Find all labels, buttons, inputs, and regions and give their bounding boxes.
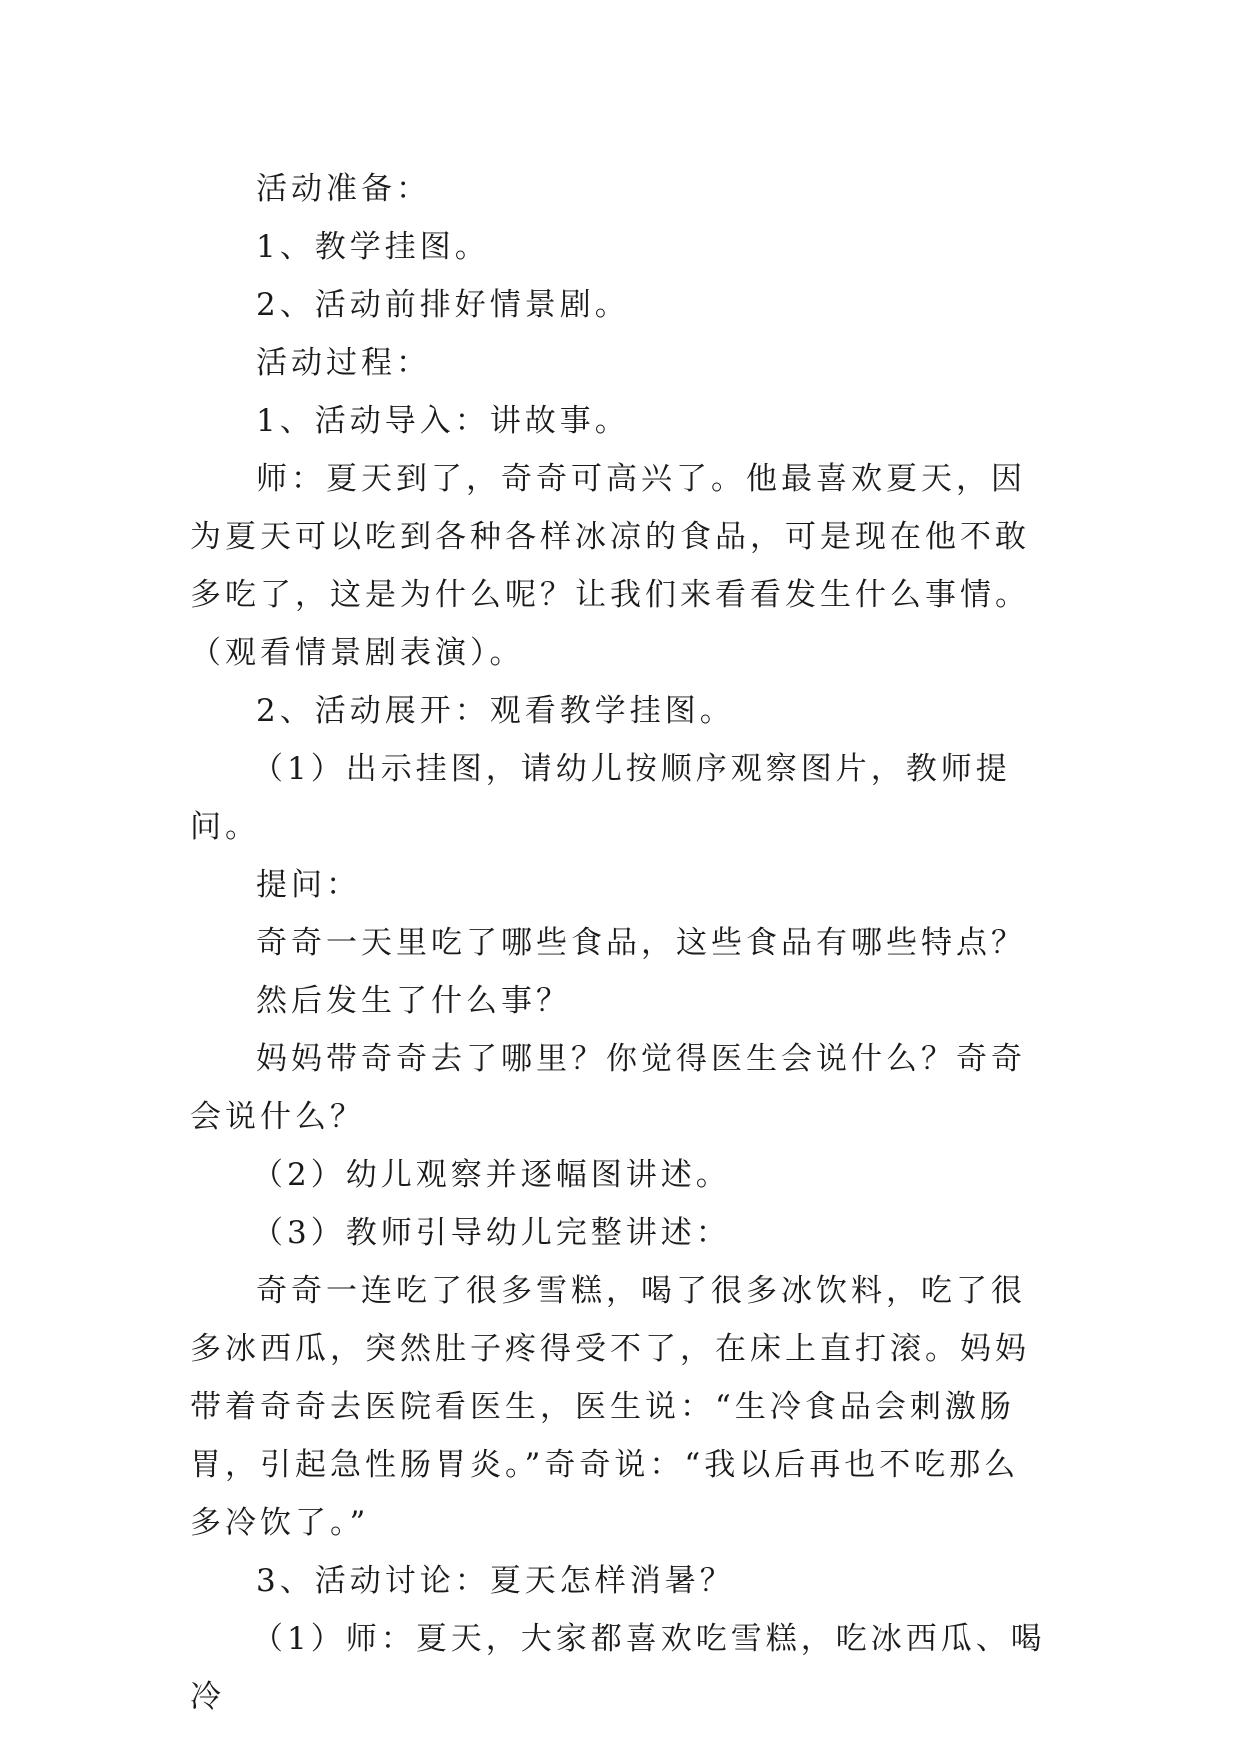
sub-step: （1）出示挂图，请幼儿按顺序观察图片，教师提问。 [190,751,1011,845]
list-item: 1、教学挂图。 [256,229,490,265]
section-heading-process: 活动过程： [256,345,431,381]
question: 妈妈带奇奇去了哪里？你觉得医生会说什么？奇奇会说什么？ [190,1041,1026,1135]
sub-step: （1）师：夏天，大家都喜欢吃雪糕，吃冰西瓜、喝冷 [190,1621,1046,1715]
question: 然后发生了什么事？ [256,983,571,1019]
question: 奇奇一天里吃了哪些食品，这些食品有哪些特点？ [256,925,1026,961]
paragraph: 奇奇一连吃了很多雪糕，喝了很多冰饮料，吃了很多冰西瓜，突然肚子疼得受不了，在床上直打滚。妈妈带着奇奇去医院看医生，医生说：“生冷食品会刺激肠胃，引起急性肠胃炎。”奇奇说：“我以后再也不吃那么多冷饮了。” [190,1273,1030,1541]
section-heading-preparation: 活动准备： [256,171,431,207]
step-heading: 1、活动导入：讲故事。 [256,403,630,439]
sub-step: （2）幼儿观察并逐幅图讲述。 [252,1157,731,1193]
paragraph: 提问： [256,867,361,903]
sub-step: （3）教师引导幼儿完整讲述： [252,1215,731,1251]
list-item: 2、活动前排好情景剧。 [256,287,630,323]
step-heading: 3、活动讨论：夏天怎样消暑？ [256,1563,735,1599]
paragraph: 师：夏天到了，奇奇可高兴了。他最喜欢夏天，因为夏天可以吃到各种各样冰凉的食品，可是现在他不敢多吃了，这是为什么呢？让我们来看看发生什么事情。（观看情景剧表演）。 [190,461,1030,671]
document-body [190,160,1052,1726]
step-heading: 2、活动展开：观看教学挂图。 [256,693,735,729]
